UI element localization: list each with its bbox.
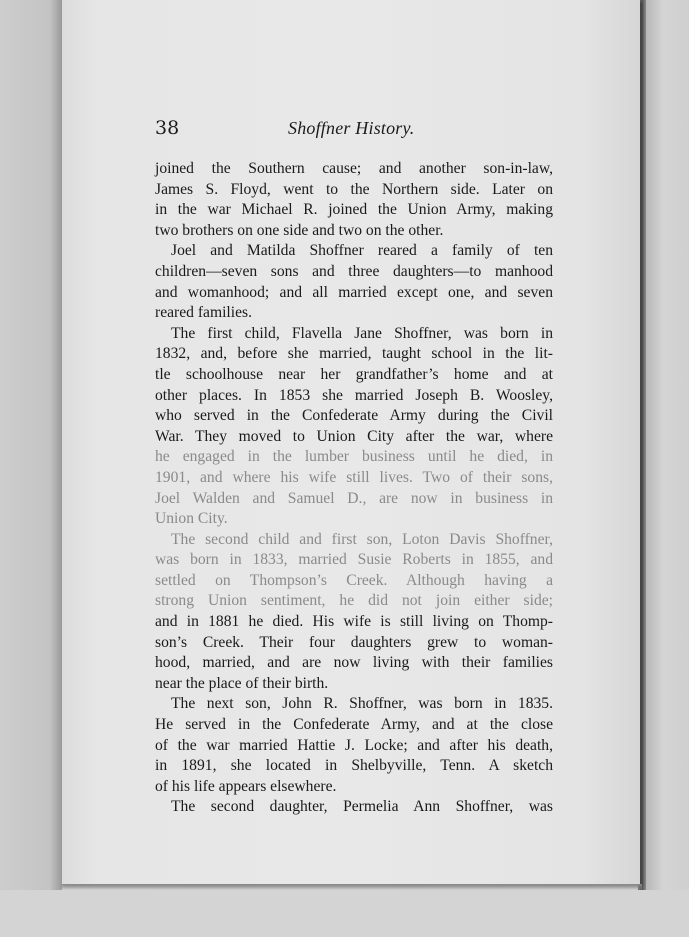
adjacent-page-edge	[646, 0, 689, 890]
text-line: strong Union sentiment, he did not join either side;	[155, 592, 553, 610]
text-line: He served in the Confederate Army, and at the close	[155, 716, 553, 734]
text-line: other places. In 1853 she married Joseph B. Woosley,	[155, 386, 553, 404]
text-line: son’s Creek. Their four daughters grew to woman-	[155, 633, 553, 651]
text-line: he engaged in the lumber business until he died, in	[155, 448, 553, 466]
text-line: 1901, and where his wife still lives. Two of their sons,	[155, 468, 553, 486]
scanner-left-margin	[0, 0, 62, 937]
page-bottom-shadow	[62, 884, 642, 890]
scanner-bottom-margin	[0, 890, 689, 937]
text-line: and in 1881 he died. His wife is still living on Thomp-	[155, 613, 553, 631]
text-line: settled on Thompson’s Creek. Although having a	[155, 571, 553, 589]
text-line: joined the Southern cause; and another son-in-law,	[155, 160, 553, 177]
text-line: Joel Walden and Samuel D., are now in business in	[155, 489, 553, 507]
text-line: tle schoolhouse near her grandfather’s home and at	[155, 365, 553, 383]
text-line: Joel and Matilda Shoffner reared a family of ten	[171, 242, 553, 260]
text-line: War. They moved to Union City after the war, where	[155, 427, 553, 445]
text-line: The second daughter, Permelia Ann Shoffner, was	[171, 798, 553, 816]
text-line: in 1891, she located in Shelbyville, Tenn. A sketch	[155, 757, 553, 775]
text-line: and womanhood; and all married except one, and seven	[155, 283, 553, 301]
text-line: of the war married Hattie J. Locke; and after his death,	[155, 736, 553, 754]
text-line: of his life appears elsewhere.	[155, 777, 337, 795]
text-line: children—seven sons and three daughters—to manhood	[155, 262, 553, 280]
text-line: The second child and first son, Loton Davis Shoffner,	[171, 530, 553, 548]
text-line: 1832, and, before she married, taught school in the lit-	[155, 345, 553, 363]
text-line: reared families.	[155, 304, 252, 322]
text-line: in the war Michael R. joined the Union Army, making	[155, 201, 553, 219]
body-text	[155, 159, 553, 818]
text-line: The next son, John R. Shoffner, was born in 1835.	[171, 695, 553, 713]
text-line: Union City.	[155, 510, 228, 528]
text-line: who served in the Confederate Army during the Civil	[155, 407, 553, 425]
text-line: hood, married, and are now living with their families	[155, 654, 553, 672]
text-line: was born in 1833, married Susie Roberts in 1855, and	[155, 551, 553, 569]
text-line: near the place of their birth.	[155, 674, 329, 692]
text-line: James S. Floyd, went to the Northern side. Later on	[155, 180, 553, 198]
text-line: two brothers on one side and two on the other.	[155, 221, 444, 239]
text-line: The first child, Flavella Jane Shoffner, was born in	[171, 324, 553, 342]
page-header	[155, 117, 555, 143]
running-title: Shoffner History.	[288, 118, 415, 138]
page-number: 38	[155, 117, 180, 139]
